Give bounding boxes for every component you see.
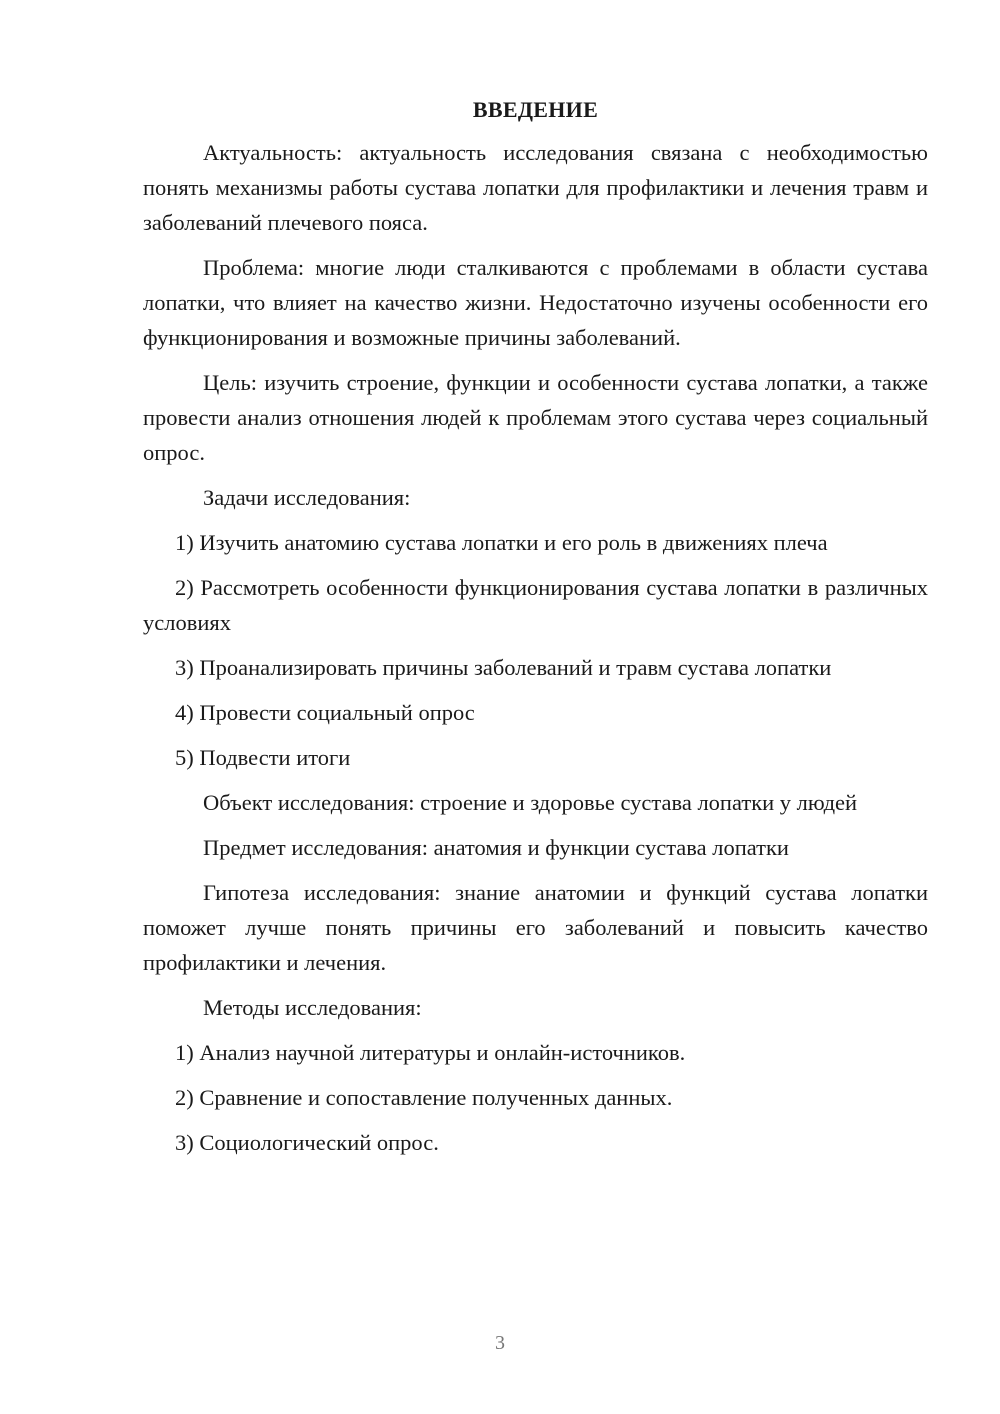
task-item: 3) Проанализировать причины заболеваний и травм сустава лопатки xyxy=(175,655,832,680)
page-body xyxy=(143,92,928,1170)
task-item: 5) Подвести итоги xyxy=(175,745,351,770)
page-number: 3 xyxy=(495,1332,505,1354)
method-item: 1) Анализ научной литературы и онлайн-источников. xyxy=(175,1040,686,1065)
methods-heading: Методы исследования: xyxy=(203,995,422,1020)
task-item: 1) Изучить анатомию сустава лопатки и его роль в движениях плеча xyxy=(175,530,828,555)
subject-paragraph: Предмет исследования: анатомия и функции сустава лопатки xyxy=(203,835,789,860)
problem-paragraph: Проблема: многие люди сталкиваются с проблемами в области сустава лопатки, что влияет на качество жизни. Недостаточно изучены особенности его функционирования и возможные причины заболеваний. xyxy=(143,255,928,350)
object-paragraph: Объект исследования: строение и здоровье сустава лопатки у людей xyxy=(203,790,858,815)
relevance-paragraph: Актуальность: актуальность исследования связана с необходимостью понять механизмы работы сустава лопатки для профилактики и лечения травм и заболеваний плечевого пояса. xyxy=(143,140,928,235)
method-item: 3) Социологический опрос. xyxy=(175,1130,439,1155)
task-item: 4) Провести социальный опрос xyxy=(175,700,475,725)
task-item: 2) Рассмотреть особенности функционирования сустава лопатки в различных условиях xyxy=(143,575,928,635)
method-item: 2) Сравнение и сопоставление полученных данных. xyxy=(175,1085,673,1110)
goal-paragraph: Цель: изучить строение, функции и особенности сустава лопатки, а также провести анализ отношения людей к проблемам этого сустава через социальный опрос. xyxy=(143,370,928,465)
hypothesis-paragraph: Гипотеза исследования: знание анатомии и функций сустава лопатки поможет лучше понять причины его заболеваний и повысить качество профилактики и лечения. xyxy=(143,880,928,975)
section-title: ВВЕДЕНИЕ xyxy=(472,97,599,122)
tasks-heading: Задачи исследования: xyxy=(203,485,411,510)
